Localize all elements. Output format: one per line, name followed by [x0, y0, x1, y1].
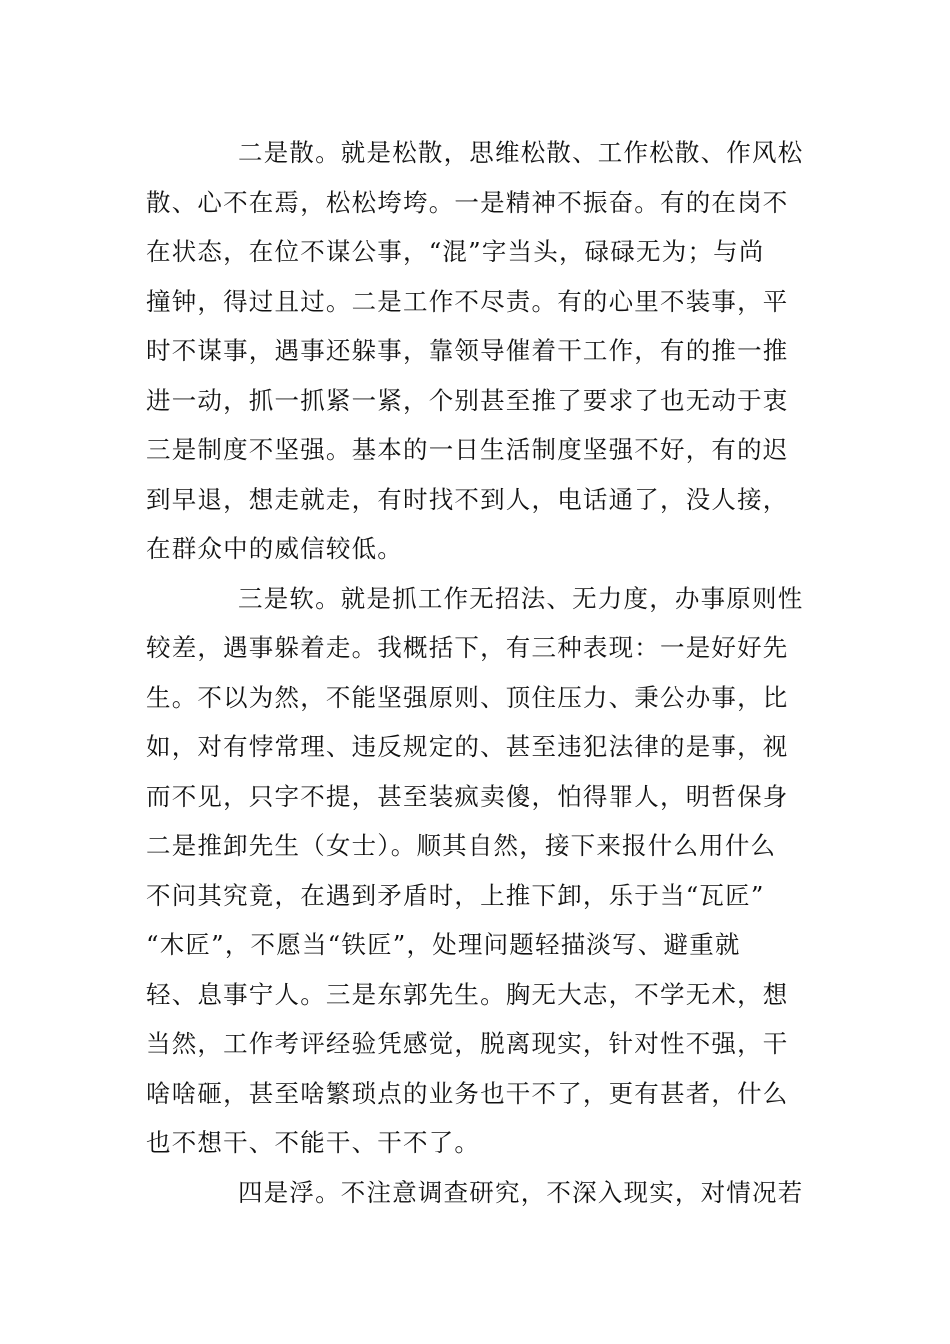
paragraph-line: “木匠”，不愿当“铁匠”，处理问题轻描淡写、避重就	[146, 930, 741, 959]
paragraph-line: 当然，工作考评经验凭感觉，脱离现实，针对性不强，干	[146, 1029, 789, 1058]
paragraph-line: 轻、息事宁人。三是东郭先生。胸无大志，不学无术，想	[146, 979, 789, 1009]
paragraph-line: 在状态，在位不谋公事，“混”字当头，碌碌无为；与尚	[146, 237, 765, 266]
document-body	[146, 128, 818, 1217]
paragraph-line: 四是浮。不注意调查研究，不深入现实，对情况若	[238, 1177, 804, 1207]
paragraph-line: 二是推卸先生（女士）。顺其自然，接下来报什么用什么	[146, 831, 777, 860]
paragraph-line: 在群众中的威信较低。	[146, 534, 403, 563]
paragraph-line: 较差，遇事躲着走。我概括下，有三种表现：一是好好先	[146, 633, 789, 662]
paragraph-line: 三是制度不坚强。基本的一日生活制度坚强不好，有的迟	[146, 435, 789, 464]
paragraph-line: 而不见，只字不提，甚至装疯卖傻，怕得罪人，明哲保身	[146, 781, 789, 811]
paragraph-line: 不问其究竟，在遇到矛盾时，上推下卸，乐于当“瓦匠”	[146, 880, 765, 910]
paragraph-line: 生。不以为然，不能坚强原则、顶住压力、秉公办事，比	[146, 682, 789, 712]
paragraph-line: 撞钟，得过且过。二是工作不尽责。有的心里不装事，平	[146, 286, 789, 316]
paragraph-line: 时不谋事，遇事还躲事，靠领导催着干工作，有的推一推	[146, 336, 789, 365]
paragraph-line: 也不想干、不能干、干不了。	[146, 1128, 481, 1157]
paragraph-line: 三是软。就是抓工作无招法、无力度，办事原则性	[238, 583, 804, 613]
paragraph-line: 进一动，抓一抓紧一紧，个别甚至推了要求了也无动于衷	[146, 385, 789, 415]
paragraph-line: 散、心不在焉，松松垮垮。一是精神不振奋。有的在岗不	[146, 187, 789, 217]
paragraph-line: 如，对有悖常理、违反规定的、甚至违犯法律的是事，视	[146, 732, 789, 761]
paragraph-line: 到早退，想走就走，有时找不到人，电话通了，没人接，	[146, 484, 789, 514]
paragraph-line: 啥啥砸，甚至啥繁琐点的业务也干不了，更有甚者，什么	[146, 1078, 789, 1108]
paragraph-line: 二是散。就是松散，思维松散、工作松散、作风松	[238, 138, 804, 167]
